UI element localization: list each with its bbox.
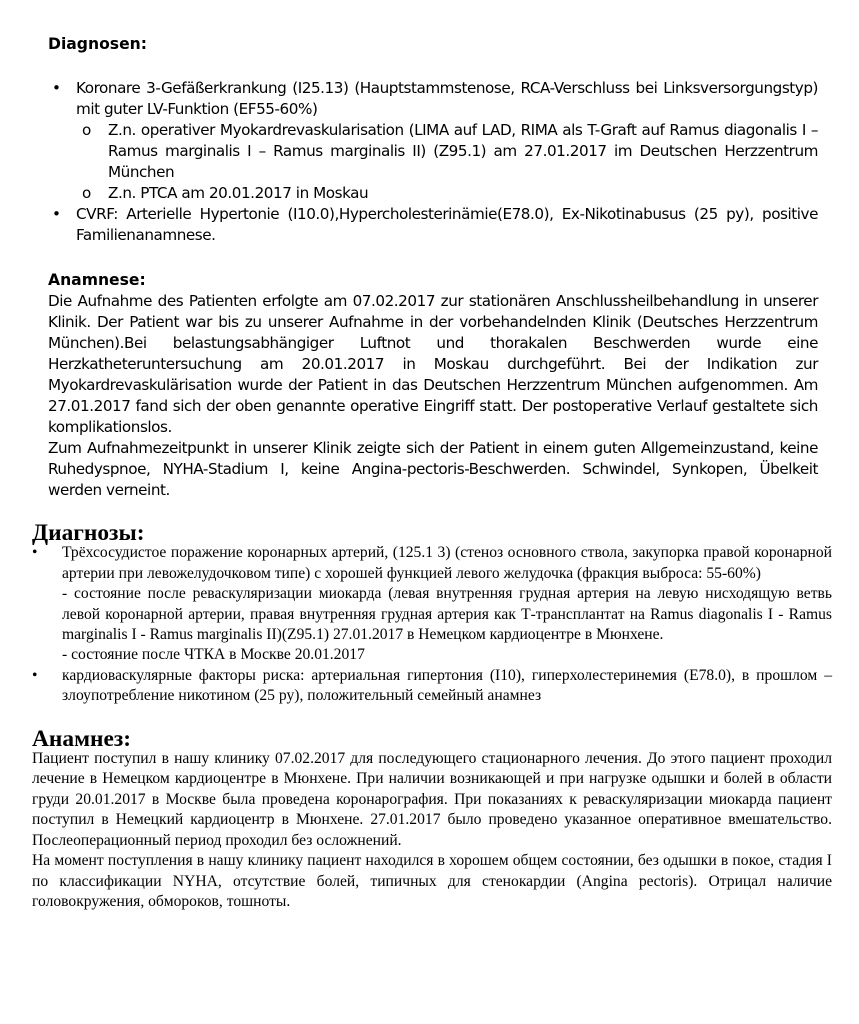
russian-diagnosis-2-text: кардиоваскулярные факторы риска: артериальная гипертония (I10), гиперхолестеринемия (E78.0), в прошлом – злоупотребление никотином (25 ру), положительный семейный анамнез [62, 666, 832, 705]
russian-diagnosis-1-sub-1: - состояние после реваскуляризации миокарда (левая внутренняя грудная артерия на левую нисходящую ветвь левой коронарной артерии, правая внутренняя грудная артерия как Т-трансплантат на Ramus diagonalis I - Ramus marginalis I - Ramus marginalis II)(Z95.1) 27.01.2017 в Немецком кардиоцентре в Мюнхене. [62, 585, 832, 644]
russian-anamnesis-heading: Анамнез: [32, 725, 132, 752]
german-diagnoses-list [48, 78, 818, 246]
russian-diagnosis-2 [32, 666, 832, 707]
german-diagnosis-1-sub-2: o Z.n. PTCA am 20.01.2017 in Moskau [76, 183, 818, 204]
german-diagnosis-1-sub-1: o Z.n. operativer Myokardrevaskularisation (LIMA auf LAD, RIMA als T-Graft auf Ramus diagonalis I – Ramus marginalis I – Ramus marginalis II) (Z95.1) am 27.01.2017 im Deutschen Herzzentrum München [76, 120, 818, 183]
german-anamnesis-heading: Anamnese: [48, 271, 146, 289]
russian-anamnesis-paragraph-2: На момент поступления в нашу клинику пациент находился в хорошем общем состоянии, без одышки в покое, стадия I по классификации NYHA, отсутствие болей, типичных для стенокардии (Angina pectoris). Отрицал наличие головокружения, обмороков, тошноты. [32, 852, 832, 910]
russian-anamnesis [32, 725, 832, 913]
german-anamnesis [48, 270, 818, 501]
russian-diagnosis-1-text: Трёхсосудистое поражение коронарных артерий, (125.1 3) (стеноз основного ствола, закупорка правой коронарной артерии при левожелудочковом типе) с хорошей функцией левого желудочка (фракция выброса: 55-60%) [62, 544, 832, 582]
german-anamnesis-paragraph-2: Zum Aufnahmezeitpunkt in unserer Klinik zeigte sich der Patient in einem guten Allgemeinzustand, keine Ruhedyspnoe, NYHA-Stadium I, keine Angina-pectoris-Beschwerden. Schwindel, Synkopen, Übelkeit werden verneint. [48, 439, 818, 499]
german-diagnoses-heading: Diagnosen: [48, 35, 147, 53]
russian-diagnosis-1-sub-2: - состояние после ЧТКА в Москве 20.01.2017 [62, 646, 365, 664]
german-diagnosis-1 [48, 78, 818, 204]
german-diagnosis-1-sublist [76, 120, 818, 204]
german-anamnesis-paragraph-1: Die Aufnahme des Patienten erfolgte am 07.02.2017 zur stationären Anschlussheilbehandlung in unserer Klinik. Der Patient war bis zu unserer Aufnahme in der vorbehandelnden Klinik (Deutsches Herzzentrum München).Bei belastungsabhängiger Luftnot und thorakalen Beschwerden wurde eine Herzkatheteruntersuchung am 20.01.2017 in Moskau durchgeführt. Bei der Indikation zur Myokardrevaskulärisation wurde der Patient in das Deutschen Herzzentrum München aufgenommen. Am 27.01.2017 fand sich der oben genannte operative Eingriff statt. Der postoperative Verlauf gestaltete sich komplikationslos. [48, 292, 818, 436]
russian-section [32, 520, 832, 912]
russian-diagnoses-heading: Диагнозы: [32, 520, 145, 546]
russian-diagnosis-1 [32, 543, 832, 665]
german-diagnosis-1-text: Koronare 3-Gefäßerkrankung (I25.13) (Hauptstammstenose, RCA-Verschluss bei Linksversorgungstyp) mit guter LV-Funktion (EF55-60%) [76, 79, 818, 118]
russian-diagnoses-list [32, 543, 832, 706]
german-section [48, 34, 818, 501]
german-diagnosis-2 [48, 204, 818, 246]
german-diagnosis-2-text: CVRF: Arterielle Hypertonie (I10.0),Hypercholesterinämie(E78.0), Ex-Nikotinabusus (25 py), positive Familienanamnese. [76, 205, 818, 244]
russian-anamnesis-paragraph-1: Пациент поступил в нашу клинику 07.02.2017 для последующего стационарного лечения. До этого пациент проходил лечение в Немецком кардиоцентре в Мюнхене. При наличии возникающей и при нагрузке одышки и болей в области груди 20.01.2017 в Москве была проведена коронарография. При показаниях к реваскуляризации миокарда пациент поступил в Немецкий кардиоцентр в Мюнхене. 27.01.2017 было проведено указанное оперативное вмешательство. Послеоперационный период проходил без осложнений. [32, 750, 832, 849]
